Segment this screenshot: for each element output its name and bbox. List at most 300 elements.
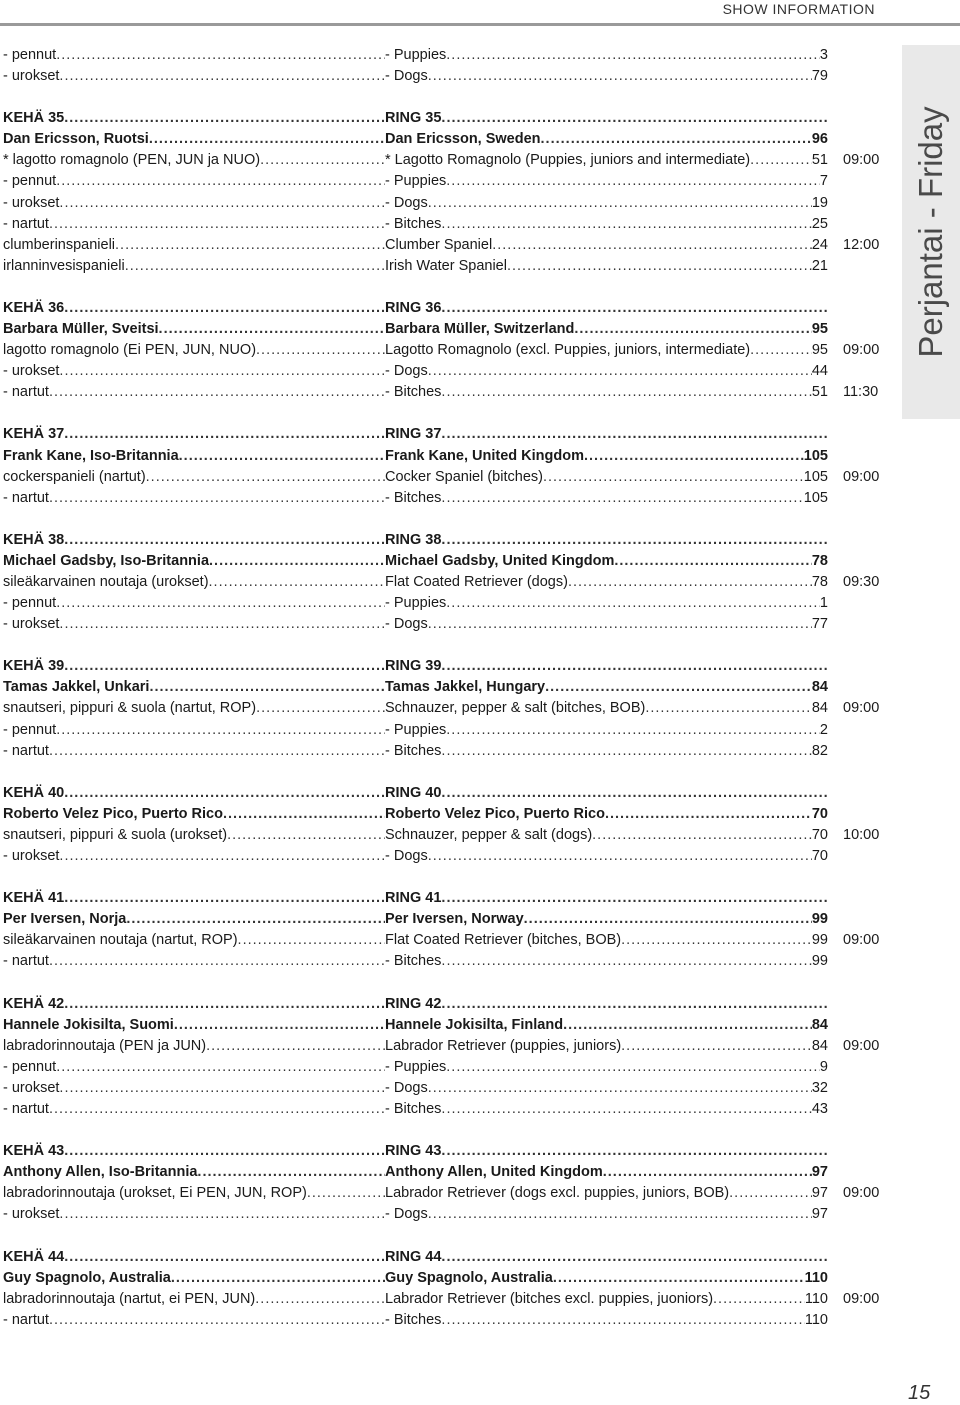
schedule-header-row <box>3 994 828 1015</box>
english-label-column <box>385 677 828 698</box>
header-rule <box>0 23 960 26</box>
english-label-column <box>385 572 828 593</box>
dot-leader <box>209 551 385 572</box>
english-label: Cocker Spaniel (bitches) <box>385 467 543 488</box>
finnish-label: Dan Ericsson, Ruotsi <box>3 129 149 150</box>
schedule-row <box>3 846 828 867</box>
english-label: - Puppies <box>385 1057 446 1078</box>
dot-leader <box>64 994 385 1015</box>
finnish-label: sileäkarvainen noutaja (nartut, ROP) <box>3 930 238 951</box>
page-number: 15 <box>908 1382 931 1404</box>
english-label-column <box>385 1162 828 1183</box>
english-label-column <box>385 1268 828 1289</box>
finnish-label-column <box>3 720 385 741</box>
dot-leader <box>441 888 828 909</box>
english-label-column <box>385 656 828 677</box>
dot-leader <box>614 551 812 572</box>
finnish-label-column <box>3 804 385 825</box>
schedule-header-row <box>3 1015 828 1036</box>
finnish-label-column <box>3 825 385 846</box>
finnish-label: - urokset <box>3 1078 59 1099</box>
dot-leader <box>428 846 812 867</box>
finnish-label: - urokset <box>3 614 59 635</box>
english-label-column <box>385 846 828 867</box>
english-label-column <box>385 698 828 719</box>
english-label: - Bitches <box>385 382 441 403</box>
finnish-label-column <box>3 1057 385 1078</box>
english-label-column <box>385 1247 828 1268</box>
english-label-column <box>385 66 828 87</box>
finnish-label: KEHÄ 36 <box>3 298 64 319</box>
finnish-label-column <box>3 1268 385 1289</box>
finnish-label-column <box>3 235 385 256</box>
finnish-label: Michael Gadsby, Iso-Britannia <box>3 551 209 572</box>
finnish-label: - urokset <box>3 66 59 87</box>
finnish-label-column <box>3 1162 385 1183</box>
entry-count: 96 <box>811 131 828 148</box>
english-label: RING 41 <box>385 888 441 909</box>
dot-leader <box>605 804 812 825</box>
english-label: Labrador Retriever (bitches excl. puppies, juoniors) <box>385 1289 713 1310</box>
english-label: - Dogs <box>385 1078 428 1099</box>
entry-count: 77 <box>811 616 828 633</box>
dot-leader <box>441 741 811 762</box>
schedule-header-row <box>3 677 828 698</box>
finnish-label-column <box>3 1099 385 1120</box>
schedule-row <box>3 1310 828 1331</box>
english-label-column <box>385 488 828 509</box>
dot-leader <box>64 530 385 551</box>
schedule-header-row <box>3 424 828 445</box>
dot-leader <box>441 530 828 551</box>
entry-count: 70 <box>811 826 828 843</box>
finnish-label-column <box>3 909 385 930</box>
dot-leader <box>446 593 820 614</box>
judging-start-time: 10:00 <box>843 826 880 843</box>
dot-leader <box>441 298 828 319</box>
english-label-column <box>385 340 828 361</box>
judging-start-time: 09:00 <box>843 152 880 169</box>
finnish-label-column <box>3 677 385 698</box>
entry-count: 84 <box>811 1037 828 1054</box>
english-label: Dan Ericsson, Sweden <box>385 129 541 150</box>
dot-leader <box>256 698 385 719</box>
finnish-label-column <box>3 572 385 593</box>
entry-count: 19 <box>811 194 828 211</box>
english-label-column <box>385 1036 828 1057</box>
english-label-column <box>385 319 828 340</box>
schedule-row <box>3 720 828 741</box>
judging-start-time: 09:00 <box>843 1185 880 1202</box>
english-label: - Bitches <box>385 1099 441 1120</box>
english-label: Clumber Spaniel <box>385 235 492 256</box>
english-label: - Bitches <box>385 951 441 972</box>
entry-count: 95 <box>811 342 828 359</box>
dot-leader <box>59 193 385 214</box>
finnish-label: - nartut <box>3 382 49 403</box>
finnish-label-column <box>3 256 385 277</box>
schedule-row <box>3 1078 828 1099</box>
schedule-row <box>3 572 828 593</box>
entry-count: 9 <box>819 1058 828 1075</box>
entry-count: 84 <box>811 700 828 717</box>
schedule-row <box>3 340 828 361</box>
schedule-row <box>3 171 828 192</box>
schedule-row <box>3 382 828 403</box>
schedule-header-row <box>3 804 828 825</box>
dot-leader <box>64 656 385 677</box>
finnish-label: - pennut <box>3 593 56 614</box>
finnish-label: labradorinnoutaja (PEN ja JUN) <box>3 1036 206 1057</box>
entry-count: 79 <box>811 68 828 85</box>
dot-leader <box>428 193 812 214</box>
finnish-label-column <box>3 488 385 509</box>
english-label-column <box>385 1204 828 1225</box>
judging-start-time: 11:30 <box>843 384 879 401</box>
english-label: Flat Coated Retriever (dogs) <box>385 572 568 593</box>
dot-leader <box>441 1247 828 1268</box>
entry-count: 82 <box>811 742 828 759</box>
schedule-row <box>3 256 828 277</box>
finnish-label: KEHÄ 40 <box>3 783 64 804</box>
dot-leader <box>441 1099 811 1120</box>
english-label-column <box>385 783 828 804</box>
entry-count: 97 <box>811 1206 828 1223</box>
english-label-column <box>385 951 828 972</box>
finnish-label-column <box>3 593 385 614</box>
finnish-label: - pennut <box>3 720 56 741</box>
english-label-column <box>385 1289 828 1310</box>
dot-leader <box>59 846 385 867</box>
dot-leader <box>645 698 812 719</box>
english-label-column <box>385 1141 828 1162</box>
finnish-label: Per Iversen, Norja <box>3 909 126 930</box>
english-label: - Puppies <box>385 720 446 741</box>
finnish-label: - pennut <box>3 1057 56 1078</box>
dot-leader <box>750 340 812 361</box>
finnish-label: sileäkarvainen noutaja (urokset) <box>3 572 209 593</box>
english-label-column <box>385 551 828 572</box>
entry-count: 32 <box>811 1079 828 1096</box>
finnish-label: - nartut <box>3 214 49 235</box>
english-label: - Puppies <box>385 45 446 66</box>
english-label-column <box>385 1057 828 1078</box>
schedule-header-row <box>3 888 828 909</box>
english-label: RING 36 <box>385 298 441 319</box>
dot-leader <box>49 951 385 972</box>
schedule-header-row <box>3 1247 828 1268</box>
dot-leader <box>159 319 385 340</box>
entry-count: 84 <box>811 679 828 696</box>
schedule-header-row <box>3 108 828 129</box>
finnish-label: - pennut <box>3 171 56 192</box>
finnish-label: - nartut <box>3 951 49 972</box>
dot-leader <box>64 298 385 319</box>
entry-count: 51 <box>811 384 828 401</box>
finnish-label: KEHÄ 44 <box>3 1247 64 1268</box>
schedule-header-row <box>3 656 828 677</box>
finnish-label: - urokset <box>3 1204 59 1225</box>
finnish-label: labradorinnoutaja (nartut, ei PEN, JUN) <box>3 1289 255 1310</box>
english-label: Irish Water Spaniel <box>385 256 507 277</box>
entry-count: 70 <box>811 848 828 865</box>
english-label: - Bitches <box>385 1310 441 1331</box>
finnish-label-column <box>3 888 385 909</box>
english-label: - Bitches <box>385 488 441 509</box>
finnish-label-column <box>3 951 385 972</box>
dot-leader <box>713 1289 805 1310</box>
finnish-label: Hannele Jokisilta, Suomi <box>3 1015 174 1036</box>
finnish-label-column <box>3 741 385 762</box>
dot-leader <box>441 214 811 235</box>
dot-leader <box>49 1310 385 1331</box>
finnish-label-column <box>3 108 385 129</box>
schedule-row <box>3 214 828 235</box>
schedule-row <box>3 930 828 951</box>
dot-leader <box>553 1268 805 1289</box>
dot-leader <box>441 783 828 804</box>
judging-start-time: 09:00 <box>843 932 880 949</box>
schedule-row <box>3 488 828 509</box>
schedule-header-row <box>3 551 828 572</box>
entry-count: 43 <box>811 1101 828 1117</box>
dot-leader <box>171 1268 385 1289</box>
english-label-column <box>385 930 828 951</box>
dot-leader <box>64 888 385 909</box>
schedule-header-row <box>3 129 828 150</box>
english-label: - Puppies <box>385 171 446 192</box>
english-label-column <box>385 825 828 846</box>
judging-start-time: 09:00 <box>843 468 880 485</box>
english-label-column <box>385 214 828 235</box>
dot-leader <box>49 382 385 403</box>
schedule-header-row <box>3 298 828 319</box>
finnish-label: KEHÄ 35 <box>3 108 64 129</box>
english-label: - Dogs <box>385 361 428 382</box>
entry-count: 105 <box>803 447 828 464</box>
entry-count: 3 <box>819 47 828 63</box>
english-label: RING 44 <box>385 1247 441 1268</box>
english-label-column <box>385 593 828 614</box>
dot-leader <box>446 171 820 192</box>
finnish-label-column <box>3 424 385 445</box>
schedule-row <box>3 593 828 614</box>
finnish-label: - nartut <box>3 741 49 762</box>
english-label: Lagotto Romagnolo (excl. Puppies, juniors, intermediate) <box>385 340 750 361</box>
dot-leader <box>59 361 385 382</box>
schedule-header-row <box>3 319 828 340</box>
dot-leader <box>260 150 385 171</box>
finnish-label: snautseri, pippuri & suola (nartut, ROP) <box>3 698 256 719</box>
english-label: - Dogs <box>385 614 428 635</box>
english-label: - Bitches <box>385 214 441 235</box>
judging-start-time: 09:00 <box>843 1290 880 1307</box>
english-label-column <box>385 446 828 467</box>
entry-count: 105 <box>803 489 828 506</box>
dot-leader <box>179 446 385 467</box>
english-label-column <box>385 256 828 277</box>
schedule-row <box>3 361 828 382</box>
judging-start-time: 12:00 <box>843 236 880 253</box>
english-label-column <box>385 994 828 1015</box>
english-label: Michael Gadsby, United Kingdom <box>385 551 614 572</box>
judging-start-time: 09:00 <box>843 1037 880 1054</box>
entry-count: 7 <box>819 173 828 190</box>
schedule-header-row <box>3 530 828 551</box>
dot-leader <box>543 467 804 488</box>
dot-leader <box>209 572 385 593</box>
dot-leader <box>568 572 812 593</box>
finnish-label-column <box>3 193 385 214</box>
english-label: Guy Spagnolo, Australia <box>385 1268 553 1289</box>
finnish-label: KEHÄ 38 <box>3 530 64 551</box>
english-label: Labrador Retriever (puppies, juniors) <box>385 1036 621 1057</box>
day-side-tab-label: Perjantai - Friday <box>912 106 949 358</box>
judging-start-time: 09:30 <box>843 574 880 590</box>
judging-start-time: 09:00 <box>843 700 880 717</box>
english-label-column <box>385 1183 828 1204</box>
schedule-row <box>3 1099 828 1120</box>
english-label: RING 35 <box>385 108 441 129</box>
dot-leader <box>750 150 812 171</box>
schedule-header-row <box>3 1141 828 1162</box>
english-label: Roberto Velez Pico, Puerto Rico <box>385 804 605 825</box>
finnish-label-column <box>3 551 385 572</box>
finnish-label: - pennut <box>3 45 56 66</box>
english-label: Anthony Allen, United Kingdom <box>385 1162 603 1183</box>
english-label-column <box>385 193 828 214</box>
schedule-row <box>3 825 828 846</box>
dot-leader <box>441 382 811 403</box>
finnish-label-column <box>3 467 385 488</box>
dot-leader <box>149 677 385 698</box>
english-label: Flat Coated Retriever (bitches, BOB) <box>385 930 621 951</box>
dot-leader <box>149 129 385 150</box>
finnish-label: Roberto Velez Pico, Puerto Rico <box>3 804 223 825</box>
dot-leader <box>584 446 804 467</box>
english-label-column <box>385 1099 828 1120</box>
dot-leader <box>64 424 385 445</box>
english-label: Per Iversen, Norway <box>385 909 524 930</box>
entry-count: 25 <box>811 215 828 232</box>
english-label: - Dogs <box>385 66 428 87</box>
dot-leader <box>56 720 385 741</box>
schedule-header-row <box>3 446 828 467</box>
finnish-label: KEHÄ 39 <box>3 656 64 677</box>
dot-leader <box>729 1183 812 1204</box>
finnish-label-column <box>3 340 385 361</box>
finnish-label: cockerspanieli (nartut) <box>3 467 146 488</box>
schedule-row <box>3 1036 828 1057</box>
english-label: RING 42 <box>385 994 441 1015</box>
english-label-column <box>385 361 828 382</box>
day-side-tab <box>902 45 960 419</box>
dot-leader <box>126 909 385 930</box>
english-label: - Dogs <box>385 1204 428 1225</box>
english-label: Frank Kane, United Kingdom <box>385 446 584 467</box>
finnish-label-column <box>3 1015 385 1036</box>
english-label-column <box>385 614 828 635</box>
english-label: - Bitches <box>385 741 441 762</box>
english-label-column <box>385 1015 828 1036</box>
english-label-column <box>385 888 828 909</box>
entry-count: 70 <box>811 805 828 822</box>
english-label-column <box>385 1078 828 1099</box>
finnish-label: KEHÄ 37 <box>3 424 64 445</box>
finnish-label-column <box>3 214 385 235</box>
entry-count: 78 <box>811 552 828 569</box>
english-label-column <box>385 382 828 403</box>
dot-leader <box>563 1015 812 1036</box>
english-label-column <box>385 909 828 930</box>
finnish-label-column <box>3 846 385 867</box>
schedule-row <box>3 193 828 214</box>
schedule-row <box>3 741 828 762</box>
dot-leader <box>621 930 812 951</box>
schedule-row <box>3 1183 828 1204</box>
finnish-label: - urokset <box>3 193 59 214</box>
dot-leader <box>64 108 385 129</box>
dot-leader <box>49 214 385 235</box>
finnish-label-column <box>3 382 385 403</box>
schedule-row <box>3 1289 828 1310</box>
english-label: Schnauzer, pepper & salt (dogs) <box>385 825 592 846</box>
finnish-label: KEHÄ 42 <box>3 994 64 1015</box>
entry-count: 51 <box>811 152 828 169</box>
dot-leader <box>441 994 828 1015</box>
schedule-row <box>3 951 828 972</box>
finnish-label-column <box>3 361 385 382</box>
dot-leader <box>524 909 812 930</box>
english-label: RING 37 <box>385 424 441 445</box>
english-label: - Puppies <box>385 593 446 614</box>
schedule-row <box>3 45 828 66</box>
schedule-row <box>3 698 828 719</box>
dot-leader <box>56 45 385 66</box>
english-label-column <box>385 720 828 741</box>
finnish-label-column <box>3 1078 385 1099</box>
dot-leader <box>59 1078 385 1099</box>
entry-count: 110 <box>804 1290 828 1307</box>
english-label-column <box>385 530 828 551</box>
finnish-label: irlanninvesispanieli <box>3 256 125 277</box>
entry-count: 105 <box>803 468 828 485</box>
english-label-column <box>385 1310 828 1331</box>
dot-leader <box>256 340 385 361</box>
finnish-label: Barbara Müller, Sveitsi <box>3 319 159 340</box>
dot-leader <box>49 1099 385 1120</box>
finnish-label: - nartut <box>3 488 49 509</box>
finnish-label: - nartut <box>3 1310 49 1331</box>
finnish-label: KEHÄ 43 <box>3 1141 64 1162</box>
english-label-column <box>385 741 828 762</box>
english-label-column <box>385 298 828 319</box>
english-label: - Dogs <box>385 193 428 214</box>
finnish-label-column <box>3 171 385 192</box>
dot-leader <box>446 720 820 741</box>
finnish-label-column <box>3 530 385 551</box>
dot-leader <box>545 677 812 698</box>
english-label-column <box>385 108 828 129</box>
dot-leader <box>59 66 385 87</box>
english-label-column <box>385 129 828 150</box>
schedule-header-row <box>3 909 828 930</box>
dot-leader <box>174 1015 385 1036</box>
finnish-label-column <box>3 319 385 340</box>
english-label: RING 40 <box>385 783 441 804</box>
schedule-row <box>3 1204 828 1225</box>
finnish-label-column <box>3 994 385 1015</box>
